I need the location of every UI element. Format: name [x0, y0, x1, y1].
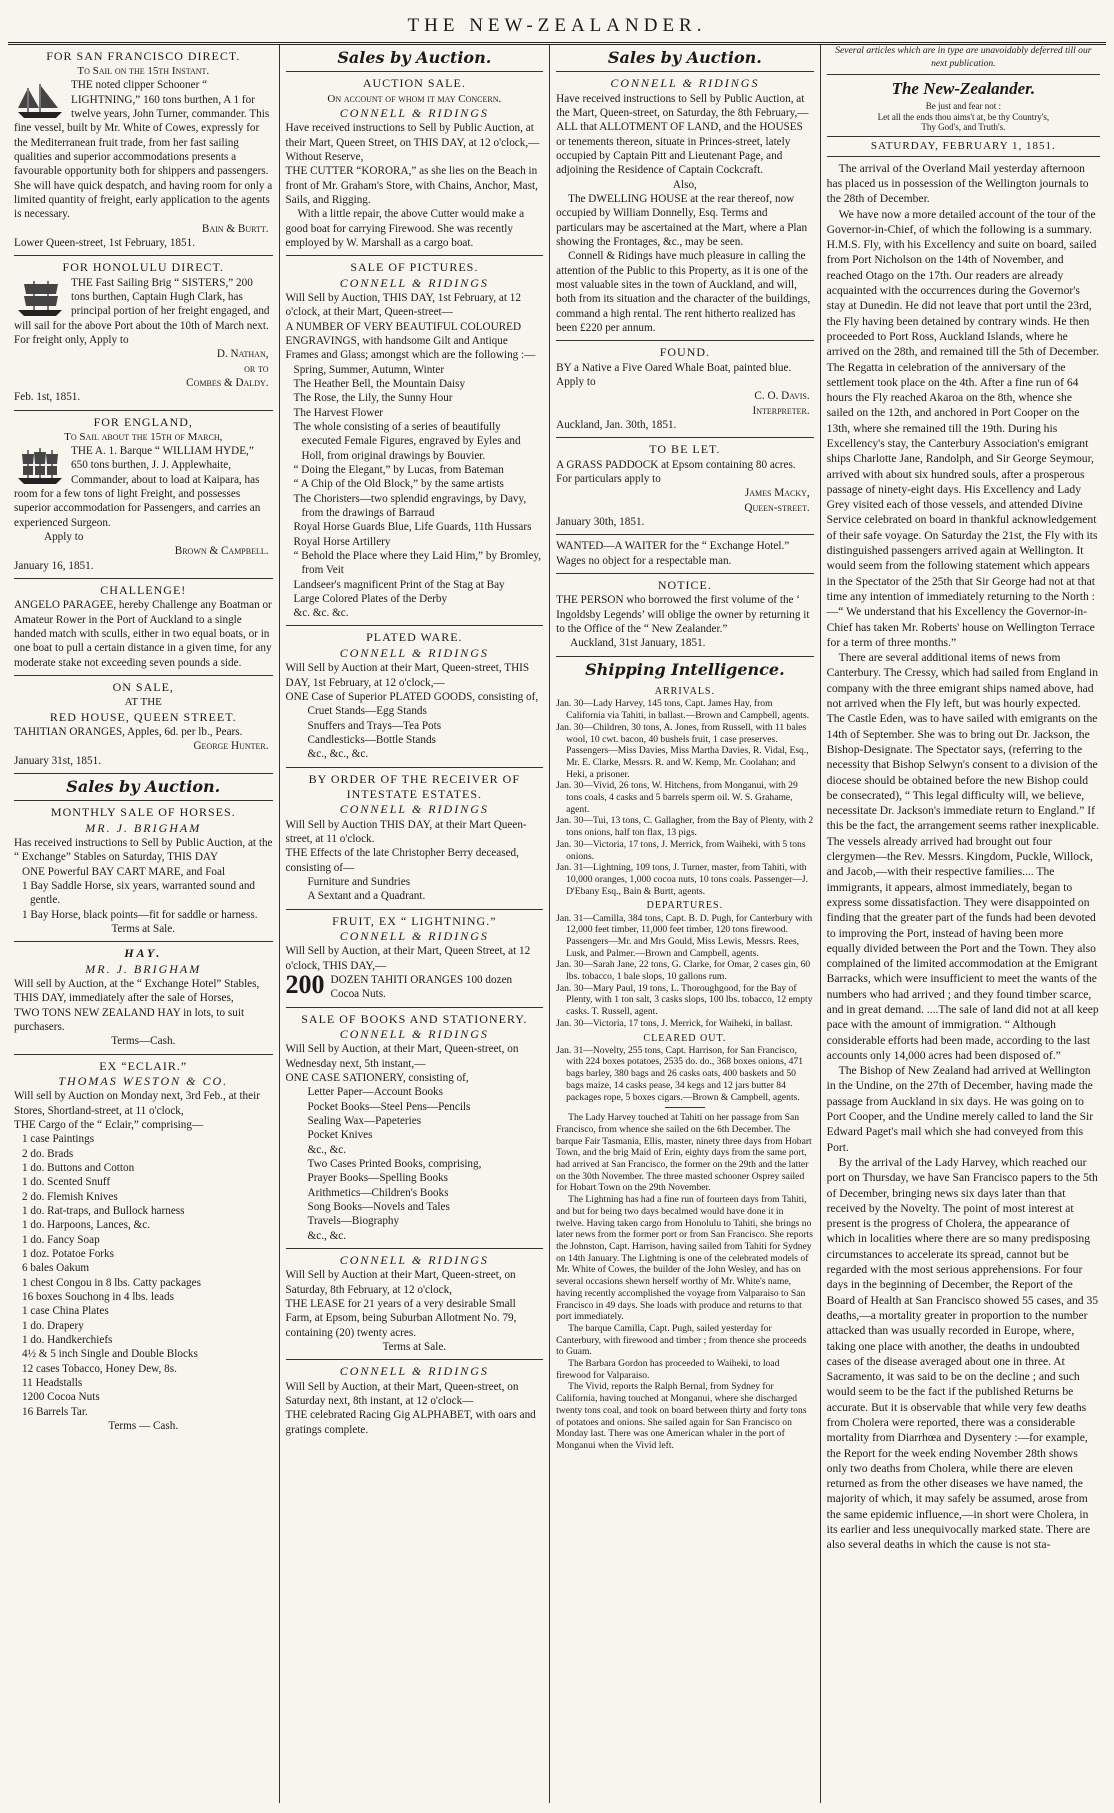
ad-title: EX “ECLAIR.”	[99, 1058, 188, 1073]
list-item: Large Colored Plates of the Derby	[293, 592, 448, 605]
ad-body: THE celebrated Racing Gig ALPHABET, with oars and gratings complete.	[285, 1409, 536, 1436]
arrivals-list	[556, 698, 814, 897]
ad-body: A NUMBER OF VERY BEAUTIFUL COLOURED ENGRAVINGS, with handsome Gilt and Antique Frames and Glass; amongst which are the following :—	[285, 320, 536, 362]
list-item: &c., &c.	[307, 1143, 347, 1156]
ad-body: THE LEASE for 21 years of a very desirable Small Farm, at Epsom, being Suburban Allotment No. 79, containing (20) twenty acres.	[285, 1297, 517, 1339]
motto-line: Be just and fear not :	[925, 100, 1001, 111]
ad-date: Feb. 1st, 1851.	[14, 391, 81, 404]
departure-entry: Jan. 31—Camilla, 384 tons, Capt. B. D. Pugh, for Canterbury with 12,000 feet timber, 11,000 feet timber, 120 tons firewood. Passengers—Mr. and Mrs Gould, Miss Lewis, Messrs. Rees, Lusk, and Palmer.—Brown and Campbell, agents.	[556, 912, 813, 959]
auctioneer: MR. J. BRIGHAM	[85, 820, 202, 835]
ad-honolulu	[14, 256, 273, 410]
section-heading: Shipping Intelligence.	[585, 659, 785, 679]
list-item: 1 doz. Potatoe Forks	[22, 1248, 114, 1261]
auctioneer: MR. J. BRIGHAM	[85, 961, 202, 976]
list-item: 1 do. Scented Snuff	[22, 1176, 111, 1189]
ad-terms: Terms at Sale.	[111, 923, 176, 936]
list-item: Landseer's magnificent Print of the Stag at Bay	[293, 578, 505, 591]
list-item: Travels—Biography	[307, 1215, 400, 1228]
list-item: Pocket Knives	[307, 1129, 373, 1142]
auctioneer: CONNELL & RIDINGS	[339, 1364, 489, 1379]
ad-title: BY ORDER OF THE RECEIVER OF INTESTATE ESTATES.	[308, 771, 520, 801]
editorial-paragraph: The Bishop of New Zealand had arrived at Wellington in the Undine, on the 27th of December, having made the passage from Auckland in six days. He was going on to Port Cooper, and the Undine merely called to land the Sir Edward Paget's mail which she had conveyed from this Port.	[826, 1064, 1094, 1154]
list-item: 4½ & 5 inch Single and Double Blocks	[22, 1348, 198, 1361]
quantity-number: 200	[285, 972, 325, 999]
item-list	[14, 1132, 273, 1419]
ad-date: January 31st, 1851.	[14, 754, 102, 767]
auctioneer: CONNELL & RIDINGS	[339, 928, 489, 943]
ad-also: Also,	[672, 178, 697, 191]
ad-signature: George Hunter.	[193, 740, 269, 753]
motto-line: Thy God's, and Truth's.	[921, 122, 1006, 133]
auctioneer: THOMAS WESTON & CO.	[58, 1074, 229, 1089]
ad-body: BY a Native a Five Oared Whale Boat, painted blue. Apply to	[556, 361, 792, 389]
item-list	[286, 1085, 544, 1243]
ad-title: FOR HONOLULU DIRECT.	[62, 260, 224, 275]
list-item: Furniture and Sundries	[307, 875, 411, 888]
ad-signature: Combes & Daldy.	[186, 377, 269, 390]
ad-body: Will sell by Auction on Monday next, 3rd Feb., at their Stores, Shortland-street, at 11 o'clock,	[14, 1090, 260, 1117]
ad-body: THE Cargo of the “ Eclair,” comprising—	[14, 1119, 204, 1132]
auctioneer: CONNELL & RIDINGS	[339, 1252, 489, 1267]
list-item: “ Doing the Elegant,” by Lucas, from Bateman	[293, 463, 504, 476]
ad-date: January 16, 1851.	[14, 559, 94, 572]
list-item: 1 do. Drapery	[22, 1319, 84, 1332]
shipping-note: The barque Camilla, Capt. Pugh, sailed yesterday for Canterbury, with firewood and timber ; from thence she proceeds to Guam.	[556, 1322, 807, 1358]
list-item: 12 cases Tobacco, Honey Dew, 8s.	[22, 1362, 177, 1375]
list-item: 16 Barrels Tar.	[22, 1405, 88, 1418]
list-item: Snuffers and Trays—Tea Pots	[307, 719, 442, 732]
list-item: The Heather Bell, the Mountain Daisy	[293, 377, 466, 390]
list-item: 1 Bay Saddle Horse, six years, warranted sound and gentle.	[22, 880, 256, 907]
list-item: 2 do. Flemish Knives	[22, 1190, 118, 1203]
list-item: A Sextant and a Quadrant.	[307, 890, 426, 903]
list-item: ONE Powerful BAY CART MARE, and Foal	[22, 865, 226, 878]
item-list	[14, 865, 273, 922]
departure-entry: Jan. 30—Victoria, 17 tons, J. Merrick, for Waiheki, in ballast.	[556, 1017, 793, 1029]
editorial-dateline: SATURDAY, FEBRUARY 1, 1851.	[827, 136, 1100, 157]
ad-signature: Brown & Campbell.	[174, 545, 269, 558]
list-item: Prayer Books—Spelling Books	[307, 1172, 449, 1185]
list-item: The Rose, the Lily, the Sunny Hour	[293, 392, 453, 405]
list-item: 1 do. Harpoons, Lances, &c.	[22, 1219, 151, 1232]
ad-body: Have received instructions to Sell by Public Auction, at their Mart, Queen Street, on THIS DAY, at 12 o'clock,—Without Reserve,	[285, 122, 540, 163]
ad-title: FRUIT, EX “ LIGHTNING.”	[332, 913, 497, 928]
ad-body: ONE Case of Superior PLATED GOODS, consisting of,	[285, 690, 539, 703]
ad-body: TAHITIAN ORANGES, Apples, 6d. per lb., Pears.	[14, 725, 243, 738]
auctioneer: CONNELL & RIDINGS	[339, 802, 489, 817]
list-item: 1200 Cocoa Nuts	[22, 1391, 100, 1404]
list-item: The whole consisting of a series of beautifully executed Female Figures, engraved by Eyles and Holl, from original drawings by Bouvier.	[293, 420, 521, 462]
auctioneer: CONNELL & RIDINGS	[339, 275, 489, 290]
column-1	[8, 45, 279, 1803]
ad-body: WANTED—A WAITER for the “ Exchange Hotel.” Wages no object for a respectable man.	[556, 540, 790, 567]
departure-entry: Jan. 30—Sarah Jane, 22 tons, G. Clarke, for Omar, 2 cases gin, 60 lbs. tobacco, 1 bale slops, 10 gallons rum.	[556, 959, 811, 983]
list-item: Cruet Stands—Egg Stands	[307, 705, 427, 718]
shipping-intelligence	[556, 657, 814, 1452]
list-item: Royal Horse Artillery	[293, 535, 391, 548]
list-item: Letter Paper—Account Books	[307, 1086, 444, 1099]
list-item: Spring, Summer, Autumn, Winter	[293, 363, 445, 376]
ad-body: With a little repair, the above Cutter would make a good boat for carrying Firewood. She was recently employed by W. Marshall as a cargo boat.	[285, 208, 525, 249]
ad-subtitle: To Sail on the 15th Instant.	[77, 65, 210, 78]
auctioneer: CONNELL & RIDINGS	[339, 105, 489, 120]
section-heading: Sales by Auction.	[556, 45, 814, 72]
ad-on-sale	[14, 676, 273, 774]
ad-title: MONTHLY SALE OF HORSES.	[50, 805, 236, 820]
list-item: Arithmetics—Children's Books	[307, 1186, 449, 1199]
ad-body: Will Sell by Auction, at their Mart, Queen Street, at 12 o'clock, THIS DAY,—	[285, 945, 531, 972]
ad-title: ON SALE,	[112, 680, 174, 695]
ad-pictures	[286, 256, 544, 626]
list-item: “ A Chip of the Old Block,” by the same artists	[293, 478, 504, 491]
arrival-entry: Jan. 30—Victoria, 17 tons, J. Merrick, from Waiheki, with 5 tons onions.	[556, 838, 806, 862]
ad-subtitle: On account of whom it may Concern.	[327, 92, 502, 105]
ad-body: ANGELO PARAGEE, hereby Challenge any Boatman or Amateur Rower in the Port of Auckland to a single handed match with sculls, either in two equal boats, or in one boat to pull a certain distance in a given time, for any moderate stake not exceeding seven pounds a side.	[14, 599, 272, 669]
auctioneer: CONNELL & RIDINGS	[339, 1026, 489, 1041]
list-item: 16 boxes Souchong in 4 lbs. leads	[22, 1291, 174, 1304]
motto-line: Let all the ends thou aims't at, be thy Country's,	[877, 111, 1050, 122]
ad-title: HAY.	[124, 946, 163, 961]
ad-signature-title: Interpreter.	[752, 404, 810, 417]
editorial-paragraph: We have now a more detailed account of the tour of the Governor-in-Chief, of which the following is a summary. H.M.S. Fly, with his Excellency and suite on board, sailed from Port Nicholson on the 14th of November, and reached Otago on the 17th. Our readers are already acquainted with the occurrences during the Governor's stay at Dunedin. He did not leave that port until the 23rd, the Fly having been detained by contrary winds. He then proceeded to Port Ross, Auckland Islands, where he arrived on the 28th, and remained till the 5th of December. The Regatta in celebration of the anniversary of the settlement took place on the 4th. After a fine run of 64 hours the Fly reached Akaroa on the 8th, whence she sailed on the 12th, and anchored in Port Cooper on the 13th, where she remained till the 19th. During his Excellency's stay, the Canterbury Association's emigrant ships Charlotte Jane, Randolph, and Sir George Seymour, arrived with about six hundred souls, after a prosperous passage of ninety-eight days. His Excellency and Lady Grey visited each of those vessels, and attended Divine Service celebrated on board in thankful acknowledgement of their safe voyage. On Saturday the 21st, the Fly with its distinguished passengers arrived again at Wellington. It would seem from the following statement which appears in the Spectator of the 25th that Sir George had not at that time any intention of immediately returning to the North :—“ We understand that his Excellency the Governor-in-Chief has taken Mr. Roberts' house on Wellington Terrace for a term of three months.”	[826, 207, 1100, 649]
editorial-paragraph: There are several additional items of news from Canterbury. The Cressy, which had sailed from England in company with the three emigrant ships named above, had not arrived when the Fly left, but was hourly expected. The Castle Eden, was to have sailed with emigrants on the 14th of September. She was to bring out Dr. Jackson, the Bishop-Designate. The Spectator says, (referring to the necessity that Bishop Selwyn's consent to a division of the diocese should be obtained before the new Bishop could be consecrated), “ This legal difficulty will, we believe, necessitate Dr. Jackson's immediate return to England.” If this be the fact, the arrangement seems rather inexplicable. The vessels already arrived had brought out four clergymen—the Rev. Messrs. Kingdom, Puckle, Willock, and Jacob,—with their respective families.... The immigrants, it appears, almost immediately, began to express some dissatisfaction. They were disappointed on finding that the greater part of the funds had been devoted to improving the Port, instead of having been more equally divided between the Port and the Town. They also complained of the limited accommodation at the Emigrant Barracks, which were insufficient to meet the wants of the numbers who had arrived ; and they found timber scarce, and in great demand. ....The sale of land did not at all keep pace with the amount of immigration. “ Although considerable efforts had been made, according to the last accounts only 14,000 acres had been disposed of.”	[826, 651, 1100, 1062]
section-heading: Sales by Auction.	[286, 45, 544, 72]
ad-body: THE PERSON who borrowed the first volume of the ‘ Ingoldsby Legends’ will oblige the owner by returning it to the Office of the “ New Zealander.”	[556, 594, 810, 636]
arrival-entry: Jan. 30—Tui, 13 tons, C. Gallagher, from the Bay of Plenty, with 2 tons onions, half ton flax, 13 pigs.	[556, 815, 814, 839]
ad-signature: James Macky,	[744, 487, 810, 500]
arrivals-heading: ARRIVALS.	[654, 686, 715, 698]
columns	[8, 45, 1106, 1803]
ad-body: Will Sell by Auction THIS DAY, at their Mart Queen-street, at 11 o'clock.	[285, 818, 527, 845]
ad-date: Auckland, 31st January, 1851.	[570, 637, 706, 650]
ad-signature: Bain & Burtt.	[201, 222, 269, 235]
arrival-entry: Jan. 30—Vivid, 26 tons, W. Hitchens, from Monganui, with 29 tons coals, 4 casks and 5 barrels sperm oil. W. S. Grahame, agent.	[556, 780, 798, 815]
ad-body: THE CUTTER “KORORA,” as she lies on the Beach in front of Mr. Graham's Store, with Chains, Anchor, Mast, Sails, and Rigging.	[285, 165, 538, 206]
ad-title: PLATED WARE.	[366, 630, 463, 645]
ship-icon	[14, 446, 66, 486]
ad-san-francisco	[14, 45, 273, 256]
ad-body: Connell & Ridings have much pleasure in calling the attention of the Public to this Property, as it is one of the most valuable sites in the town of Auckland, and will, both from its situation and the character of the buildings, command a high rental. The rent hitherto realized has been £220 per annum.	[556, 250, 811, 335]
ad-body: TWO TONS NEW ZEALAND HAY in lots, to suit purchasers.	[14, 1006, 245, 1034]
arrival-entry: Jan. 31—Lightning, 109 tons, J. Turner, master, from Tahiti, with 10,000 oranges, 1,000 cocoa nuts, 10 tons coals. Passenger—J. D'Ebany Esq., Bain & Burtt, agents.	[556, 862, 809, 897]
auctioneer: CONNELL & RIDINGS	[339, 645, 489, 660]
ad-title: TO BE LET.	[649, 442, 721, 457]
ad-date: January 30th, 1851.	[556, 516, 645, 529]
ad-fruit	[286, 910, 544, 1008]
ad-body: Will sell by Auction, at the “ Exchange Hotel” Stables, THIS DAY, immediately after the sale of Horses,	[14, 978, 260, 1005]
ad-title: FOR SAN FRANCISCO DIRECT.	[46, 49, 241, 63]
shipping-note: The Lady Harvey touched at Tahiti on her passage from San Francisco, from whence she sailed on the 6th December. The barque Fair Tasmania, Ellis, master, ninety three days from Hobart Town, and the brig Maid of Erin, eighty days from the same port, had arrived at San Francisco, the former on the 29th and the latter on the 30th November. The three masted schooner Osprey sailed for Hobart Town on the 29th November.	[556, 1112, 812, 1194]
ad-plated	[286, 626, 544, 767]
list-item: 11 Headstalls	[22, 1376, 83, 1389]
list-item: &c., &c., &c.	[307, 748, 369, 761]
arrival-entry: Jan. 30—Lady Harvey, 145 tons, Capt. James Hay, from California via Tahiti, in ballast.—Brown and Campbell, agents.	[556, 698, 810, 722]
ad-found	[556, 341, 814, 438]
ad-title: FOUND.	[659, 345, 711, 360]
ad-body: THE noted clipper Schooner “ LIGHTNING,” 160 tons burthen, A 1 for twelve years, John Turner, commander. This fine vessel, built by Mr. White of Cowes, expressly for the Mediterranean fruit trade, from her fast sailing qualities and superior accommodations presents a favourable opportunity both for shippers and passengers. She will have quick despatch, and having room for only a limited quantity of freight, early application to the agents is necessary.	[14, 79, 273, 221]
departures-heading: DEPARTURES.	[646, 900, 724, 912]
ad-title: NOTICE.	[657, 578, 712, 593]
editorial-paragraph: The arrival of the Overland Mail yesterday afternoon has placed us in possession of the Wellington journals to the 28th of December.	[826, 161, 1089, 206]
list-item: 1 case China Plates	[22, 1305, 109, 1318]
ad-signature: D. Nathan,	[216, 348, 269, 361]
ad-body: Will Sell by Auction, at their Mart, Queen-street, on Wednesday next, 5th instant,—	[285, 1043, 519, 1070]
list-item: Song Books—Novels and Tales	[307, 1200, 450, 1213]
editorial-paragraph: By the arrival of the Lady Harvey, which reached our port on Thursday, we have San Francisco papers to the 5th of December, bringing news six days later than that received by the Novelty. The point of most interest at present is the progress of Cholera, the appearance of which in localities where there are so many predisposing circumstances to accelerate its spread, cannot but be regarded with the most serious apprehensions. For four days in the beginning of December, the Report of the Board of Health at San Francisco showed 55 cases, and 35 deaths,—a mortality greater in proportion to the number attacked than was usually recorded in Europe, where, taking one place with another, the deaths in undoubted cases of the disease averaged about one in three. At Sacramento, it was said to be on the decline ; and such would seem to be the fact if the published Returns be accurate. But it is observable that while very few deaths from Cholera were reported, there was a considerable mortality from Diarrhœa and Dysentery :—for example, the Report for the week ending November 28th shows only two deaths from Cholera, while there are eleven returned as from the other diseases we have named, the majority of which, it may safely be assumed, arose from the same epidemic influence,—in short were Cholera, in its earlier and less unequivocally marked state. There are also several deaths in which the cause is not sta-	[826, 1155, 1099, 1552]
ad-receiver	[286, 768, 544, 910]
ad-body: THE A. 1. Barque “ WILLIAM HYDE,” 650 tons burthen, J. J. Applewhaite, Commander, about to load at Kaipara, has room for a few tons of light Freight, and possesses superior accommodation for Passengers, and carries an experienced Surgeon.	[14, 445, 261, 529]
list-item: 1 chest Congou in 8 lbs. Catty packages	[22, 1276, 201, 1289]
ad-body: Will Sell by Auction, THIS DAY, 1st February, at 12 o'clock, at their Mart, Queen-street—	[285, 291, 521, 319]
ad-body: Have received instructions to Sell by Public Auction, at the Mart, Queen-street, on Saturday, the 8th February,—	[556, 92, 809, 120]
departures-list	[556, 913, 814, 1030]
ad-land	[556, 72, 814, 341]
list-item: 1 case Paintings	[22, 1133, 95, 1146]
ad-horses	[14, 801, 273, 942]
ad-apply: Apply to	[44, 531, 84, 544]
ad-terms: Terms—Cash.	[111, 1035, 176, 1048]
editorial-title: The New-Zealander.	[891, 79, 1036, 99]
item-list	[286, 704, 544, 761]
column-4	[820, 45, 1106, 1803]
list-item: 1 Bay Horse, black points—fit for saddle or harness.	[22, 908, 258, 921]
ad-eclair	[14, 1055, 273, 1434]
ad-body: The DWELLING HOUSE at the rear thereof, now occupied by William Donnelly, Esq. Terms and particulars may be ascertained at the Mart, where a Plan showing the Frontages, &c., may be seen.	[556, 193, 808, 249]
ad-signature-address: Queen-street.	[744, 501, 810, 514]
list-item: “ Behold the Place where they Laid Him,” by Bromley, from Veit	[293, 549, 542, 577]
ad-hay	[14, 942, 273, 1054]
ad-challenge	[14, 579, 273, 676]
cleared-entry: Jan. 31—Novelty, 255 tons, Capt. Harrison, for San Francisco, with 224 boxes potatoes, 2535 do. do., 368 boxes onions, 471 bags barley, 380 bags and 26 casks oats, 400 baskets and 50 bags maize, 14 casks pease, 34 kegs and 12 jars butter 84 packages rope, 5 boxes cigars.—Brown & Campbell, agents.	[556, 1044, 804, 1103]
list-item: 1 do. Handkerchiefs	[22, 1334, 113, 1346]
auctioneer: CONNELL & RIDINGS	[610, 76, 760, 91]
ad-place: RED HOUSE, QUEEN STREET.	[49, 709, 237, 724]
deferred-notice: Several articles which are in type are unavoidably deferred till our next publication.	[827, 45, 1100, 75]
ad-terms: Terms at Sale.	[382, 1340, 447, 1353]
column-2	[279, 45, 550, 1803]
list-item: &c. &c. &c.	[293, 607, 349, 620]
list-item: Candlesticks—Bottle Stands	[307, 733, 436, 746]
list-item: 1 do. Buttons and Cotton	[22, 1162, 135, 1175]
editorial-body	[827, 161, 1100, 1553]
ad-to-let	[556, 438, 814, 535]
masthead: THE NEW-ZEALANDER.	[407, 15, 707, 36]
ad-title: CHALLENGE!	[100, 583, 187, 598]
ad-body: A GRASS PADDOCK at Epsom containing 80 acres. For particulars apply to	[556, 458, 796, 486]
list-item: 1 do. Rat-traps, and Bullock harness	[22, 1205, 185, 1218]
list-item: Pocket Books—Steel Pens—Pencils	[307, 1100, 471, 1113]
ad-body: ALL that ALLOTMENT OF LAND, and the HOUSES or tenements thereon, situate in Princes-street, lately occupied by Captain Pitt and Lieutenant Page, and adjoining the Residence of Captain Cockcraft.	[556, 121, 803, 177]
ad-body: Will Sell by Auction, at their Mart, Queen-street, on Saturday next, 8th instant, at 12 o'clock—	[285, 1380, 519, 1407]
shipping-note: The Barbara Gordon has proceeded to Waiheki, to load firewood for Valparaiso.	[556, 1358, 780, 1381]
ad-lease	[286, 1249, 544, 1360]
ad-body: ONE CASE SATIONERY, consisting of,	[285, 1071, 469, 1084]
ad-body: THE Effects of the late Christopher Berry deceased, consisting of—	[285, 847, 519, 874]
ad-subtitle: To Sail about the 15th of March,	[64, 431, 223, 444]
ship-icon	[14, 80, 66, 120]
ad-alphabet	[286, 1360, 544, 1437]
ad-auction-sale	[286, 72, 544, 256]
ad-date: Auckland, Jan. 30th, 1851.	[556, 419, 677, 432]
ad-body: THE Fast Sailing Brig “ SISTERS,” 200 tons burthen, Captain Hugh Clark, has principal portion of her freight engaged, and will sail for the above Port about the 10th of March next. For freight only, Apply to	[14, 276, 270, 347]
arrival-entry: Jan. 30—Children, 30 tons, A. Jones, from Russell, with 11 bales wool, 10 cwt. bacon, 40 bushels fruit, 1 case preserves. Passengers—Miss Davies, Miss Martha Davies, R. Vidal, Esq., Mr. E. Clarke, Messrs. R. and W. Kemp, Mr. Coolahan; and Heki, a prisoner.	[556, 721, 809, 780]
list-item: Royal Horse Guards Blue, Life Guards, 11th Hussars	[293, 521, 532, 534]
shipping-notes	[556, 1112, 814, 1451]
cleared-heading: CLEARED OUT.	[643, 1032, 727, 1044]
ad-date: Lower Queen-street, 1st February, 1851.	[14, 237, 196, 250]
ad-at: AT THE	[124, 696, 162, 709]
item-list	[286, 875, 544, 904]
list-item: Sealing Wax—Papeteries	[307, 1114, 422, 1127]
ad-body: Will Sell by Auction at their Mart, Queen-street, THIS DAY, 1st February, at 12 o'clock,—	[285, 662, 530, 689]
shipping-note: The Vivid, reports the Ralph Bernal, from Sydney for California, having touched at Monganui, where she discharged twenty tons coal, and took on board between thirty and forty tons of potatoes and onions. She sailed again for San Francisco on Monday last. There was one American whaler in the port of Monganui when the Vivid left.	[556, 1381, 807, 1451]
ad-books	[286, 1008, 544, 1249]
column-3	[549, 45, 820, 1803]
ad-title: FOR ENGLAND,	[93, 414, 193, 429]
ad-title: SALE OF PICTURES.	[350, 260, 479, 275]
section-heading: Sales by Auction.	[14, 774, 273, 801]
ad-waiter	[556, 535, 814, 574]
ad-body: Has received instructions to Sell by Public Auction, at the “ Exchange” Stables on Saturday, THIS DAY	[14, 837, 273, 864]
ad-terms: Terms — Cash.	[108, 1419, 179, 1432]
list-item: 2 do. Brads	[22, 1147, 74, 1160]
ad-signature: C. O. Davis.	[754, 390, 810, 403]
ad-england	[14, 411, 273, 579]
item-list	[286, 363, 544, 621]
list-item: 6 bales Oakum	[22, 1262, 90, 1275]
ad-body: DOZEN TAHITI ORANGES 100 dozen Cocoa Nuts.	[330, 973, 513, 1001]
ship-icon	[14, 278, 66, 318]
list-item: Two Cases Printed Books, comprising,	[307, 1157, 482, 1170]
list-item: &c., &c.	[307, 1229, 347, 1242]
departure-entry: Jan. 30—Mary Paul, 19 tons, L. Thoroughgood, for the Bay of Plenty, with 1 ton salt, 3 casks slops, 100 lbs. tobacco, 12 empty casks. T. Russell, agent.	[556, 982, 813, 1018]
list-item: The Harvest Flower	[293, 406, 384, 419]
ad-body: Will Sell by Auction at their Mart, Queen-street, on Saturday, 8th February, at 12 o'clock,	[285, 1269, 516, 1296]
ad-title: SALE OF BOOKS AND STATIONERY.	[301, 1011, 528, 1026]
cleared-list	[556, 1045, 814, 1104]
list-item: 1 do. Fancy Soap	[22, 1233, 100, 1246]
list-item: The Choristers—two splendid engravings, by Davy, from the drawings of Barraud	[293, 492, 527, 519]
shipping-note: The Lightning has had a fine run of fourteen days from Tahiti, and but for being two days becalmed would have done it in twelve. Having taken cargo from Honolulu to Tahiti, she brings no later news from the former port or from San Francisco. She reports the Johnston, Capt. Harrison, having sailed from Tahiti for Sydney on 14th January. The Lightning is one of the celebrated models of Mr. White of Cowes, the builder of the John Wesley, and has on several occasions shewn herself worthy of Mr. White's name, having recently accomplished the voyage from Valparaiso to San Francisco in 49 days. She loads with produce and returns to that port immediately.	[556, 1194, 813, 1323]
ad-title: AUCTION SALE.	[362, 76, 466, 91]
ad-signature-or: or to	[244, 362, 269, 375]
ad-notice	[556, 574, 814, 657]
